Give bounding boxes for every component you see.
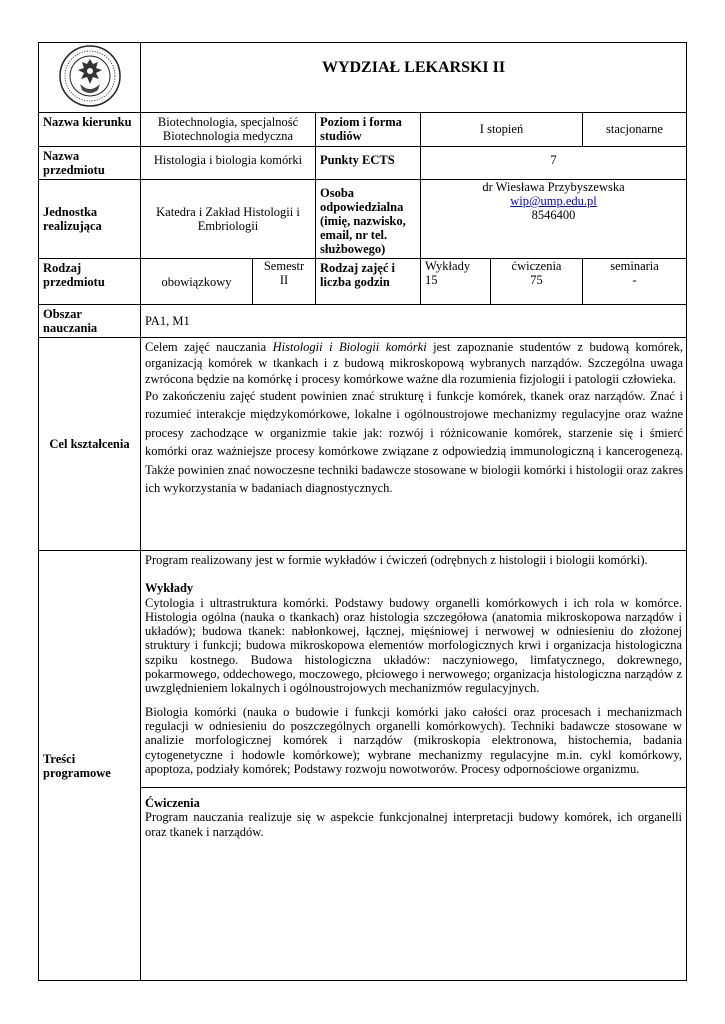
poziom-label: Poziom i forma studiów bbox=[316, 113, 421, 147]
row-tresci bbox=[39, 551, 687, 981]
syllabus-table bbox=[38, 42, 687, 981]
jednostka-value: Katedra i Zakład Histologii i Embriologii bbox=[141, 180, 316, 259]
cel-course-name: Histologii i Biologii komórki bbox=[272, 340, 427, 354]
syllabus-page bbox=[38, 42, 686, 981]
kierunek-label: Nazwa kierunku bbox=[39, 113, 141, 147]
kierunek-value-line2: Biotechnologia medyczna bbox=[162, 129, 294, 143]
tresci-label: Treści programowe bbox=[39, 551, 141, 981]
cwiczenia-hours: 75 bbox=[530, 273, 543, 287]
faculty-title: WYDZIAŁ LEKARSKI II bbox=[141, 43, 687, 113]
jednostka-label: Jednostka realizująca bbox=[39, 180, 141, 259]
seminaria-hours: - bbox=[632, 273, 637, 287]
osoba-name: dr Wiesława Przybyszewska bbox=[482, 180, 625, 194]
rodzaj-value: obowiązkowy bbox=[141, 259, 253, 305]
seminaria-label: seminaria bbox=[610, 259, 659, 273]
forma-value: stacjonarne bbox=[583, 113, 687, 147]
cwiczenia-heading: Ćwiczenia bbox=[145, 796, 200, 811]
przedmiot-value: Histologia i biologia komórki bbox=[141, 147, 316, 180]
osoba-email-link[interactable]: wip@ump.edu.pl bbox=[510, 194, 597, 208]
university-seal-icon bbox=[58, 44, 122, 108]
przedmiot-label: Nazwa przedmiotu bbox=[39, 147, 141, 180]
osoba-phone: 8546400 bbox=[531, 208, 576, 222]
row-przedmiot bbox=[39, 147, 687, 180]
cel-paragraph-2: Po zakończeniu zajęć student powinien znać strukturę i funkcje komórek, tkanek oraz narządów. Znać i rozumieć interakcje międzykomórkowe, lokalne i ogólnoustrojowe mechanizmy regulacyjne oraz ważne procesy zachodzące w organizmie takie jak: rozwój i różnicowanie komórek, starzenie się i śmierć komórki oraz ważniejsze procesy komórkowe związane z odpowiedzią immunologiczną i kancerogenezą. Także powinien znać nowoczesne techniki badawcze stosowane w biologii komórki i histologii oraz zakres ich wykorzystania w badaniach diagnostycznych. bbox=[145, 389, 684, 496]
tresci-content bbox=[141, 551, 687, 981]
poziom-value: I stopień bbox=[421, 113, 583, 147]
semestr-label: Semestr bbox=[263, 259, 305, 273]
semestr-cell bbox=[253, 259, 316, 305]
semestr-value: II bbox=[279, 273, 289, 287]
row-obszar bbox=[39, 305, 687, 338]
cwiczenia-cell bbox=[491, 259, 583, 305]
wyklady-heading: Wykłady bbox=[145, 581, 194, 596]
row-rodzaj bbox=[39, 259, 687, 305]
rodzaj-label: Rodzaj przedmiotu bbox=[39, 259, 141, 305]
kierunek-value bbox=[141, 113, 316, 147]
ects-label: Punkty ECTS bbox=[316, 147, 421, 180]
header-row bbox=[39, 43, 687, 113]
wyklady-paragraph-1: Cytologia i ultrastruktura komórki. Podstawy budowy organelli komórkowych i ich rola w komórce. Histologia ogólna (nauka o tkankach) oraz histologia szczegółowa (anatomia mikroskopowa narządów i układów); budowa tkanek: nabłonkowej, łącznej, mięśniowej i nerwowej w odniesieniu do złożonej struktury i funkcji; budowa mikroskopowa elementów morfologicznych krwi i organizacja histologiczna szpiku kostnego. Budowa histologiczna układów: naczyniowego, limfatycznego, dokrewnego, pokarmowego, oddechowego, moczowego, płciowego i nerwowego; organizacja histologiczna narządów z uwzględnieniem lokalnych i ogólnoustrojowych mechanizmów regulacyjnych. bbox=[145, 595, 683, 696]
obszar-label: Obszar nauczania bbox=[39, 305, 141, 338]
wyklady-paragraph-2: Biologia komórki (nauka o budowie i funkcji komórki jako całości oraz procesach i mechanizmach regulacji w odniesieniu do poszczególnych organelli komórkowych). Techniki badawcze stosowane w analizie morfologicznej komórek i narządów (mikroskopia elektronowa, histochemia, badania cytogenetyczne i hodowle komórkowe); wybrane mechanizmy regulacyjne m.in. cykl komórkowy, apoptoza, podziały komórek; Podstawy rozwoju nowotworów. Procesy odpornościowe organizmu. bbox=[145, 704, 683, 776]
cel-label: Cel kształcenia bbox=[39, 338, 141, 551]
cwiczenia-label: ćwiczenia bbox=[511, 259, 562, 273]
obszar-value: PA1, M1 bbox=[141, 305, 687, 338]
kierunek-value-line1: Biotechnologia, specjalność bbox=[157, 115, 299, 129]
wyklady-hours: 15 bbox=[425, 273, 438, 287]
wyklady-cell bbox=[421, 259, 491, 305]
cwiczenia-paragraph-1: Program nauczania realizuje się w aspekcie funkcjonalnej interpretacji budowy komórek, ich organelli oraz tkanek i narządów. bbox=[145, 810, 683, 839]
row-jednostka bbox=[39, 180, 687, 259]
tresci-intro: Program realizowany jest w formie wykładów i ćwiczeń (odrębnych z histologii i biologii komórki). bbox=[145, 553, 648, 567]
ects-value: 7 bbox=[421, 147, 687, 180]
zajecia-label: Rodzaj zajęć i liczba godzin bbox=[316, 259, 421, 305]
cel-paragraph-1: Celem zajęć nauczania Histologii i Biologii komórki jest zapoznanie studentów z budową komórek, organizacją komórek w tkankach i z budową mikroskopową wybranych narządów. Szczególna uwaga zwrócona będzie na komórkę i procesy komórkowe ważne dla rozumienia fizjologii i patologii człowieka. bbox=[145, 340, 684, 386]
osoba-label: Osoba odpowiedzialna (imię, nazwisko, email, nr tel. służbowego) bbox=[316, 180, 421, 259]
osoba-value bbox=[421, 180, 687, 259]
seminaria-cell bbox=[583, 259, 687, 305]
row-cel bbox=[39, 338, 687, 551]
logo-cell bbox=[39, 43, 141, 113]
cel-content bbox=[141, 338, 687, 551]
row-kierunek bbox=[39, 113, 687, 147]
wyklady-label: Wykłady bbox=[425, 259, 471, 273]
